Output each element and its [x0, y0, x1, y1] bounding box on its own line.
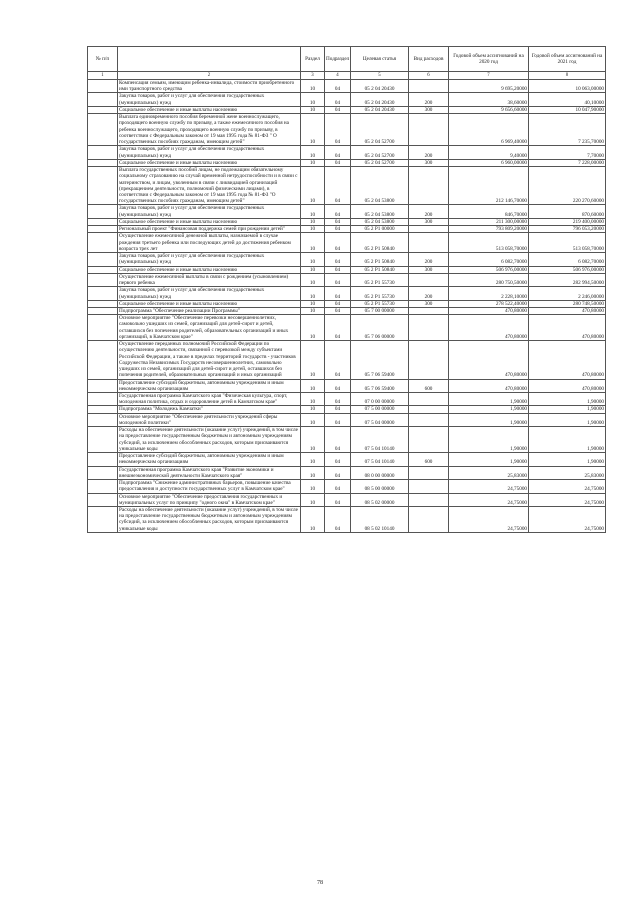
amount-2020-cell: 2 228,10000 [449, 287, 529, 300]
column-number: 5 [351, 72, 409, 80]
amount-2021-cell: 1,90000 [529, 406, 606, 413]
podrazdel-cell: 04 [325, 253, 351, 266]
header-target-article: Целевая статья [351, 47, 409, 72]
razdel-cell: 10 [301, 266, 325, 273]
podrazdel-cell: 04 [325, 106, 351, 113]
table-row [88, 406, 606, 413]
amount-2020-cell: 212 146,70000 [449, 167, 529, 205]
name-cell: Социальное обеспечение и иные выплаты населению [118, 159, 301, 166]
amount-2021-cell: 7,70000 [529, 146, 606, 159]
razdel-cell: 10 [301, 480, 325, 493]
name-cell: Региональный проект "Финансовая поддержка семей при рождении детей" [118, 226, 301, 233]
razdel-cell: 10 [301, 413, 325, 426]
table-row [88, 466, 606, 479]
name-cell: Основное мероприятие "Обеспечение предоставления государственных и муниципальных услуг по принципу "одного окна" в Камчатском крае" [118, 493, 301, 506]
target-article-cell: 05 2 04 52700 [351, 146, 409, 159]
amount-2021-cell: 220 270,60000 [529, 167, 606, 205]
podrazdel-cell: 04 [325, 307, 351, 314]
name-cell: Социальное обеспечение и иные выплаты населению [118, 266, 301, 273]
budget-table [87, 46, 606, 533]
table-row [88, 114, 606, 146]
name-cell: Осуществление ежемесячной денежной выплаты, назначаемой в случае рождения третьего ребенка или последующих детей до достижения ребенком возраста трех лет [118, 233, 301, 253]
podrazdel-cell: 04 [325, 493, 351, 506]
name-cell: Основное мероприятие "Обеспечение перевозки несовершеннолетних, самовольно ушедших из семей, организаций для детей-сирот и детей, оставшихся без попечения родителей, образовательных организаций и иных организаций, в Камчатском крае" [118, 315, 301, 341]
amount-2020-cell: 1,90000 [449, 393, 529, 406]
expense-type-cell: 300 [409, 300, 449, 307]
podrazdel-cell: 04 [325, 273, 351, 286]
num-cell [88, 167, 118, 205]
expense-type-cell: 200 [409, 146, 449, 159]
amount-2020-cell: 280 750,50000 [449, 273, 529, 286]
target-article-cell: 05 2 P1 55730 [351, 287, 409, 300]
amount-2020-cell: 6 960,00000 [449, 159, 529, 166]
num-cell [88, 226, 118, 233]
table-row [88, 379, 606, 392]
amount-2021-cell: 796 053,20000 [529, 226, 606, 233]
table-row [88, 167, 606, 205]
amount-2020-cell: 1,90000 [449, 406, 529, 413]
name-cell: Закупка товаров, работ и услуг для обеспечения государственных (муниципальных) нужд [118, 287, 301, 300]
podrazdel-cell: 04 [325, 159, 351, 166]
expense-type-cell [409, 341, 449, 379]
num-cell [88, 427, 118, 453]
expense-type-cell [409, 427, 449, 453]
amount-2021-cell: 470,80000 [529, 341, 606, 379]
table-row [88, 233, 606, 253]
num-cell [88, 379, 118, 392]
amount-2021-cell: 25,83000 [529, 466, 606, 479]
razdel-cell: 10 [301, 379, 325, 392]
num-cell [88, 266, 118, 273]
razdel-cell: 10 [301, 167, 325, 205]
num-cell [88, 93, 118, 106]
amount-2020-cell: 470,80000 [449, 315, 529, 341]
target-article-cell: 08 5 02 10140 [351, 507, 409, 533]
num-cell [88, 466, 118, 479]
name-cell: Осуществление ежемесячной выплаты в связи с рождением (усыновлением) первого ребенка [118, 273, 301, 286]
table-row [88, 226, 606, 233]
column-number-row [88, 72, 606, 80]
table-row [88, 159, 606, 166]
razdel-cell: 10 [301, 253, 325, 266]
target-article-cell: 05 2 04 52700 [351, 159, 409, 166]
num-cell [88, 307, 118, 314]
table-row [88, 266, 606, 273]
target-article-cell: 05 7 06 59400 [351, 341, 409, 379]
amount-2020-cell: 24,75000 [449, 493, 529, 506]
target-article-cell: 05 2 P1 50840 [351, 253, 409, 266]
num-cell [88, 315, 118, 341]
razdel-cell: 10 [301, 106, 325, 113]
podrazdel-cell: 04 [325, 287, 351, 300]
razdel-cell: 10 [301, 466, 325, 479]
name-cell: Предоставление субсидий бюджетным, автономным учреждениям и иным некоммерческим организациям [118, 453, 301, 466]
num-cell [88, 287, 118, 300]
podrazdel-cell: 04 [325, 315, 351, 341]
table-row [88, 273, 606, 286]
podrazdel-cell: 04 [325, 146, 351, 159]
razdel-cell: 10 [301, 307, 325, 314]
target-article-cell: 05 2 04 53800 [351, 218, 409, 225]
num-cell [88, 480, 118, 493]
name-cell: Социальное обеспечение и иные выплаты населению [118, 218, 301, 225]
table-row [88, 480, 606, 493]
target-article-cell: 07 5 04 00000 [351, 413, 409, 426]
page-number: 78 [317, 880, 323, 886]
target-article-cell: 05 2 04 53800 [351, 167, 409, 205]
amount-2020-cell: 470,80000 [449, 379, 529, 392]
column-number: 1 [88, 72, 118, 80]
table-row [88, 106, 606, 113]
target-article-cell: 05 2 04 20430 [351, 106, 409, 113]
podrazdel-cell: 04 [325, 427, 351, 453]
column-number: 6 [409, 72, 449, 80]
podrazdel-cell: 04 [325, 507, 351, 533]
num-cell [88, 341, 118, 379]
table-row [88, 205, 606, 218]
podrazdel-cell: 04 [325, 266, 351, 273]
amount-2020-cell: 1,90000 [449, 413, 529, 426]
expense-type-cell: 300 [409, 266, 449, 273]
amount-2021-cell: 470,80000 [529, 315, 606, 341]
podrazdel-cell: 04 [325, 453, 351, 466]
expense-type-cell [409, 466, 449, 479]
header-expense-type: Вид расходов [409, 47, 449, 72]
table-row [88, 315, 606, 341]
num-cell [88, 159, 118, 166]
podrazdel-cell: 04 [325, 379, 351, 392]
num-cell [88, 453, 118, 466]
amount-2020-cell: 24,75000 [449, 480, 529, 493]
razdel-cell: 10 [301, 393, 325, 406]
num-cell [88, 300, 118, 307]
podrazdel-cell: 04 [325, 300, 351, 307]
target-article-cell: 07 5 04 10140 [351, 427, 409, 453]
amount-2021-cell: 470,80000 [529, 379, 606, 392]
target-article-cell: 05 2 P1 55730 [351, 300, 409, 307]
podrazdel-cell: 04 [325, 393, 351, 406]
name-cell: Социальное обеспечение и иные выплаты населению [118, 300, 301, 307]
expense-type-cell: 200 [409, 287, 449, 300]
amount-2021-cell: 870,60000 [529, 205, 606, 218]
podrazdel-cell: 04 [325, 80, 351, 93]
column-number: 7 [449, 72, 529, 80]
amount-2020-cell: 9 695,20000 [449, 80, 529, 93]
amount-2021-cell: 2 246,00000 [529, 287, 606, 300]
expense-type-cell [409, 273, 449, 286]
amount-2020-cell: 513 058,70000 [449, 233, 529, 253]
column-number: 2 [118, 72, 301, 80]
amount-2021-cell: 40,10000 [529, 93, 606, 106]
table-row [88, 287, 606, 300]
table-row [88, 253, 606, 266]
column-number: 8 [529, 72, 606, 80]
razdel-cell: 10 [301, 159, 325, 166]
table-row [88, 427, 606, 453]
table-row [88, 453, 606, 466]
num-cell [88, 406, 118, 413]
amount-2021-cell: 1,90000 [529, 453, 606, 466]
amount-2021-cell: 219 400,00000 [529, 218, 606, 225]
num-cell [88, 413, 118, 426]
table-row [88, 507, 606, 533]
amount-2020-cell: 793 809,20000 [449, 226, 529, 233]
amount-2021-cell: 10 047,90000 [529, 106, 606, 113]
target-article-cell: 05 7 06 00000 [351, 315, 409, 341]
name-cell: Расходы на обеспечение деятельности (оказание услуг) учреждений, в том числе на предоставление государственным бюджетным и автономным учреждениям субсидий, за исключением обособленных расходов, которым присваиваются уникальные коды [118, 427, 301, 453]
amount-2021-cell: 513 058,70000 [529, 233, 606, 253]
amount-2021-cell: 24,75000 [529, 507, 606, 533]
target-article-cell: 05 2 04 52700 [351, 114, 409, 146]
name-cell: Выплата единовременного пособия беременной жене военнослужащего, проходящего военную службу по призыву, а также ежемесячного пособия на ребенка военнослужащего, проходящего военную службу по призыву, в соответствии с Федеральным законом от 19 мая 1995 года № 81-ФЗ " О государственных пособиях гражданам, имеющим детей" [118, 114, 301, 146]
target-article-cell: 05 7 06 59400 [351, 379, 409, 392]
num-cell [88, 273, 118, 286]
razdel-cell: 10 [301, 114, 325, 146]
target-article-cell: 05 2 04 20430 [351, 80, 409, 93]
table-row [88, 80, 606, 93]
num-cell [88, 233, 118, 253]
amount-2020-cell: 1,90000 [449, 453, 529, 466]
amount-2020-cell: 278 522,40000 [449, 300, 529, 307]
expense-type-cell: 300 [409, 106, 449, 113]
amount-2021-cell: 1,90000 [529, 393, 606, 406]
header-amount-2020: Годовой объем ассигнований на 2020 год [449, 47, 529, 72]
num-cell [88, 106, 118, 113]
razdel-cell: 10 [301, 453, 325, 466]
table-row [88, 146, 606, 159]
amount-2020-cell: 846,70000 [449, 205, 529, 218]
name-cell: Закупка товаров, работ и услуг для обеспечения государственных (муниципальных) нужд [118, 205, 301, 218]
amount-2021-cell: 10 063,00000 [529, 80, 606, 93]
amount-2021-cell: 7 228,00000 [529, 159, 606, 166]
name-cell: Предоставление субсидий бюджетным, автономным учреждениям и иным некоммерческим организациям [118, 379, 301, 392]
expense-type-cell: 200 [409, 253, 449, 266]
num-cell [88, 218, 118, 225]
table-row [88, 300, 606, 307]
podrazdel-cell: 04 [325, 233, 351, 253]
name-cell: Закупка товаров, работ и услуг для обеспечения государственных (муниципальных) нужд [118, 253, 301, 266]
target-article-cell: 07 5 04 10140 [351, 453, 409, 466]
target-article-cell: 05 2 P1 50840 [351, 233, 409, 253]
table-row [88, 341, 606, 379]
amount-2020-cell: 6 082,70000 [449, 253, 529, 266]
amount-2021-cell: 280 748,50000 [529, 300, 606, 307]
expense-type-cell [409, 114, 449, 146]
target-article-cell: 08 5 02 00000 [351, 493, 409, 506]
header-num: № п/п [88, 47, 118, 72]
podrazdel-cell: 04 [325, 466, 351, 479]
target-article-cell: 05 7 00 00000 [351, 307, 409, 314]
name-cell: Выплата государственных пособий лицам, не подлежащим обязательному социальному страхованию на случай временной нетрудоспособности и в связи с материнством, и лицам, уволенным в связи с ликвидацией организаций (прекращением деятельности, полномочий физическими лицами), в соответствии с Федеральным законом от 19 мая 1995 года № 81-ФЗ "О государственных пособиях гражданам, имеющим детей" [118, 167, 301, 205]
amount-2021-cell: 24,75000 [529, 480, 606, 493]
razdel-cell: 10 [301, 315, 325, 341]
target-article-cell: 08 5 00 00000 [351, 480, 409, 493]
table-row [88, 393, 606, 406]
podrazdel-cell: 04 [325, 406, 351, 413]
table-row [88, 218, 606, 225]
amount-2020-cell: 6 969,40000 [449, 114, 529, 146]
amount-2021-cell: 7 235,70000 [529, 114, 606, 146]
header-podrazdel: Подраздел [325, 47, 351, 72]
amount-2021-cell: 506 976,00000 [529, 266, 606, 273]
expense-type-cell: 600 [409, 379, 449, 392]
target-article-cell: 05 2 04 20430 [351, 93, 409, 106]
amount-2021-cell: 1,90000 [529, 413, 606, 426]
razdel-cell: 10 [301, 233, 325, 253]
name-cell: Подпрограмма "Обеспечение реализации Программы" [118, 307, 301, 314]
amount-2020-cell: 506 976,00000 [449, 266, 529, 273]
num-cell [88, 253, 118, 266]
expense-type-cell [409, 406, 449, 413]
table-row [88, 413, 606, 426]
column-number: 3 [301, 72, 325, 80]
expense-type-cell [409, 393, 449, 406]
podrazdel-cell: 04 [325, 226, 351, 233]
table-row [88, 93, 606, 106]
num-cell [88, 393, 118, 406]
table-header-row [88, 47, 606, 72]
table-row [88, 493, 606, 506]
razdel-cell: 10 [301, 493, 325, 506]
target-article-cell: 08 0 00 00000 [351, 466, 409, 479]
podrazdel-cell: 04 [325, 93, 351, 106]
amount-2020-cell: 470,80000 [449, 341, 529, 379]
num-cell [88, 205, 118, 218]
razdel-cell: 10 [301, 406, 325, 413]
amount-2020-cell: 9 656,60000 [449, 106, 529, 113]
razdel-cell: 10 [301, 205, 325, 218]
expense-type-cell: 600 [409, 453, 449, 466]
razdel-cell: 10 [301, 93, 325, 106]
name-cell: Государственная программа Камчатского края "Физическая культура, спорт, молодежная политика, отдых и оздоровление детей в Камчатском крае" [118, 393, 301, 406]
name-cell: Компенсация семьям, имеющим ребенка-инвалида, стоимости приобретенного ими транспортного средства [118, 80, 301, 93]
amount-2020-cell: 24,75000 [449, 507, 529, 533]
razdel-cell: 10 [301, 273, 325, 286]
amount-2021-cell: 282 994,50000 [529, 273, 606, 286]
header-razdel: Раздел [301, 47, 325, 72]
expense-type-cell: 200 [409, 205, 449, 218]
amount-2020-cell: 25,83000 [449, 466, 529, 479]
podrazdel-cell: 04 [325, 167, 351, 205]
target-article-cell: 05 2 P1 55730 [351, 273, 409, 286]
column-number: 4 [325, 72, 351, 80]
name-cell: Закупка товаров, работ и услуг для обеспечения государственных (муниципальных) нужд [118, 93, 301, 106]
expense-type-cell: 300 [409, 218, 449, 225]
table-row [88, 307, 606, 314]
amount-2021-cell: 24,75000 [529, 493, 606, 506]
razdel-cell: 10 [301, 226, 325, 233]
razdel-cell: 10 [301, 507, 325, 533]
expense-type-cell [409, 307, 449, 314]
target-article-cell: 05 2 P1 00000 [351, 226, 409, 233]
razdel-cell: 10 [301, 341, 325, 379]
amount-2021-cell: 470,80000 [529, 307, 606, 314]
podrazdel-cell: 04 [325, 205, 351, 218]
amount-2021-cell: 6 082,70000 [529, 253, 606, 266]
expense-type-cell [409, 226, 449, 233]
amount-2020-cell: 38,60000 [449, 93, 529, 106]
podrazdel-cell: 04 [325, 341, 351, 379]
razdel-cell: 10 [301, 80, 325, 93]
razdel-cell: 10 [301, 287, 325, 300]
num-cell [88, 114, 118, 146]
num-cell [88, 493, 118, 506]
name-cell: Расходы на обеспечение деятельности (оказание услуг) учреждений, в том числе на предоставление государственным бюджетным и автономным учреждениям субсидий, за исключением обособленных расходов, которым присваиваются уникальные коды [118, 507, 301, 533]
razdel-cell: 10 [301, 218, 325, 225]
name-cell: Подпрограмма "Снижение административных барьеров, повышение качества предоставления и доступности государственных услуг в Камчатском крае" [118, 480, 301, 493]
amount-2020-cell: 211 300,00000 [449, 218, 529, 225]
amount-2021-cell: 1,90000 [529, 427, 606, 453]
name-cell: Закупка товаров, работ и услуг для обеспечения государственных (муниципальных) нужд [118, 146, 301, 159]
expense-type-cell [409, 480, 449, 493]
podrazdel-cell: 04 [325, 413, 351, 426]
target-article-cell: 05 2 P1 50840 [351, 266, 409, 273]
razdel-cell: 10 [301, 146, 325, 159]
name-cell: Государственная программа Камчатского края "Развитие экономики и внешнеэкономической деятельности Камчатского края" [118, 466, 301, 479]
num-cell [88, 80, 118, 93]
amount-2020-cell: 9,40000 [449, 146, 529, 159]
target-article-cell: 05 2 04 53800 [351, 205, 409, 218]
razdel-cell: 10 [301, 427, 325, 453]
expense-type-cell [409, 167, 449, 205]
expense-type-cell [409, 233, 449, 253]
target-article-cell: 07 5 00 00000 [351, 406, 409, 413]
amount-2020-cell: 1,90000 [449, 427, 529, 453]
target-article-cell: 07 0 00 00000 [351, 393, 409, 406]
razdel-cell: 10 [301, 300, 325, 307]
podrazdel-cell: 04 [325, 218, 351, 225]
expense-type-cell: 200 [409, 93, 449, 106]
name-cell: Осуществление переданных полномочий Российской Федерации по осуществлению деятельности, связанной с перевозкой между субъектами Российской Федерации, а также в пределах территорий государств - участников Содружества Независимых Государств несовершеннолетних, самовольно ушедших из семей, организаций для детей-сирот и детей, оставшихся без попечения родителей, образовательных организаций и иных организаций [118, 341, 301, 379]
amount-2020-cell: 470,80000 [449, 307, 529, 314]
name-cell: Основное мероприятие "Обеспечение деятельности учреждений сферы молодежной политики" [118, 413, 301, 426]
num-cell [88, 146, 118, 159]
podrazdel-cell: 04 [325, 480, 351, 493]
header-name [118, 47, 301, 72]
expense-type-cell [409, 315, 449, 341]
name-cell: Подпрограмма "Молодежь Камчатки" [118, 406, 301, 413]
header-amount-2021: Годовой объем ассигнований на 2021 год [529, 47, 606, 72]
expense-type-cell: 300 [409, 159, 449, 166]
expense-type-cell [409, 80, 449, 93]
expense-type-cell [409, 413, 449, 426]
num-cell [88, 507, 118, 533]
expense-type-cell [409, 493, 449, 506]
name-cell: Социальное обеспечение и иные выплаты населению [118, 106, 301, 113]
expense-type-cell [409, 507, 449, 533]
podrazdel-cell: 04 [325, 114, 351, 146]
